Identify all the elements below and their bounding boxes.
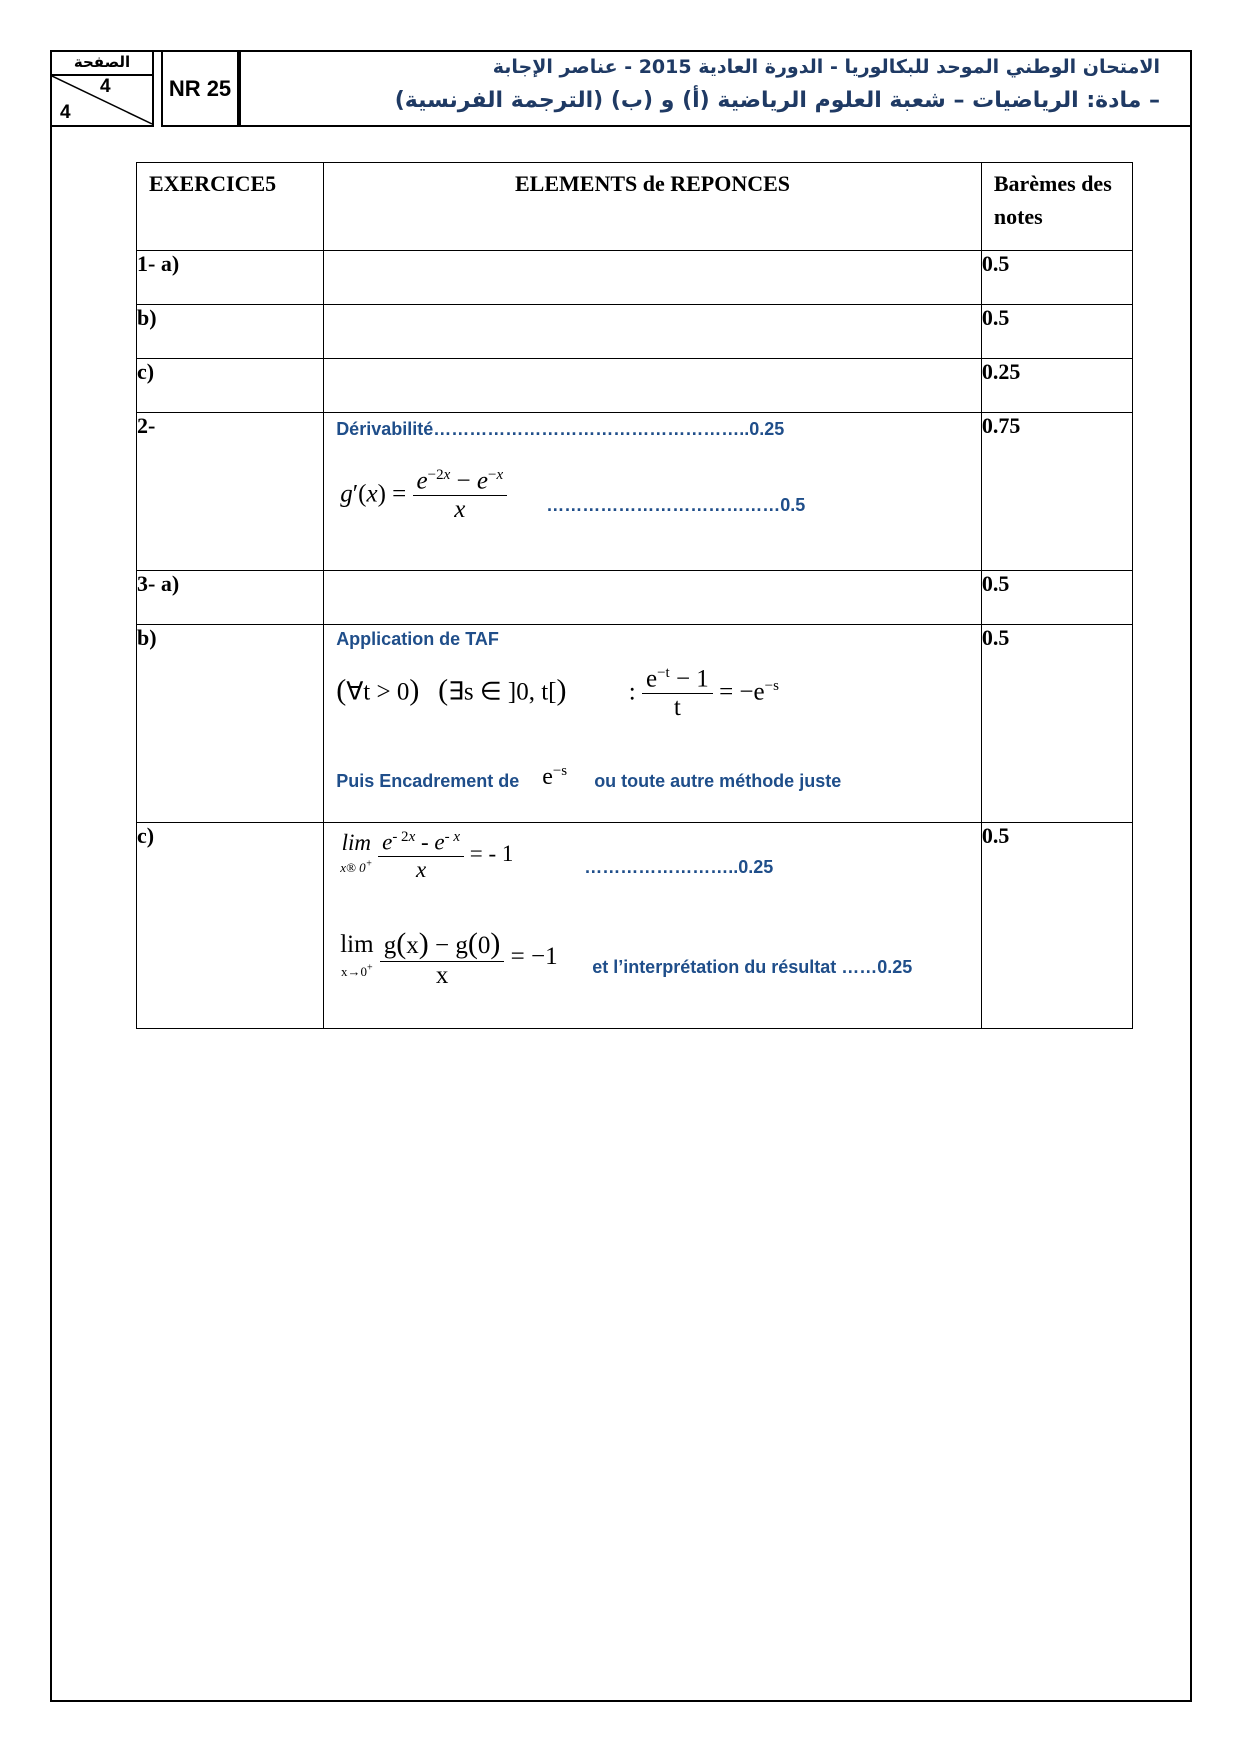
table-row [137, 823, 1133, 1029]
row-score: 0.25 [981, 359, 1132, 413]
header-exercise: EXERCICE5 [137, 163, 324, 251]
row-score: 0.5 [981, 251, 1132, 305]
exam-code: NR 25 [161, 50, 239, 127]
header-title-line1: الامتحان الوطني الموحد للبكالوريا - الدورة العادية 2015 - عناصر الإجابة [492, 56, 1160, 78]
page-total: 4 [60, 102, 71, 123]
row-elements [324, 305, 982, 359]
limit-formula-2: lim x→0+ $\frac{g(x) - g(0)}{x}$ = −1 [340, 927, 558, 989]
row-score: 0.5 [981, 823, 1132, 1029]
page-current: 4 [100, 76, 111, 97]
row-elements [324, 823, 982, 1029]
row-label: b) [137, 625, 324, 823]
other-method-text: ou toute autre méthode juste [594, 771, 842, 791]
taf-formula: (∀t > 0) (∃s ∈ ]0, t[) : $\frac{e^{-t} - 1}{t}$ = $-e^{-s}$ [336, 665, 779, 722]
row-score: 0.75 [981, 413, 1132, 571]
row-score: 0.5 [981, 625, 1132, 823]
answer-table [136, 162, 1133, 1029]
header-title-box [239, 50, 1192, 127]
table-row [137, 413, 1133, 571]
e-minus-s: $e^{-s}$ [542, 763, 568, 790]
derivability-text: Dérivabilité……………………………………………..0.25 [336, 419, 785, 439]
row-elements [324, 413, 982, 571]
limit-dots: ……………………..0.25 [584, 857, 774, 877]
row-elements [324, 571, 982, 625]
row-score: 0.5 [981, 571, 1132, 625]
row-label: b) [137, 305, 324, 359]
limit-formula-1: lim x® 0+ $\frac{e^{- 2x} - e^{- x}}{x}$ = - 1 [340, 829, 514, 882]
derivative-formula: g′(x) = $\frac{e^{-2x} - e^{-x}}{x}$ [340, 467, 507, 524]
header-title-line2: – مادة: الرياضيات – شعبة العلوم الرياضية (أ) و (ب) (الترجمة الفرنسية) [394, 88, 1160, 113]
encadrement-text: Puis Encadrement de [336, 771, 520, 791]
row-label: 1- a) [137, 251, 324, 305]
page-label: الصفحة [73, 53, 131, 71]
header-elements: ELEMENTS de REPONCES [324, 163, 982, 251]
taf-text: Application de TAF [336, 629, 499, 649]
table-row [137, 251, 1133, 305]
table-row [137, 305, 1133, 359]
row-label: 2- [137, 413, 324, 571]
row-score: 0.5 [981, 305, 1132, 359]
table-row [137, 571, 1133, 625]
header-scores: Barèmes des notes [981, 163, 1132, 251]
derivative-dots: …………………………………0.5 [546, 495, 806, 515]
page-counter-box [50, 50, 154, 127]
row-elements [324, 625, 982, 823]
interpretation-text: et l’interprétation du résultat ……0.25 [592, 957, 913, 977]
row-elements [324, 251, 982, 305]
row-elements [324, 359, 982, 413]
row-label: 3- a) [137, 571, 324, 625]
row-label: c) [137, 823, 324, 1029]
table-row [137, 359, 1133, 413]
table-row [137, 625, 1133, 823]
table-header-row [137, 163, 1133, 251]
row-label: c) [137, 359, 324, 413]
